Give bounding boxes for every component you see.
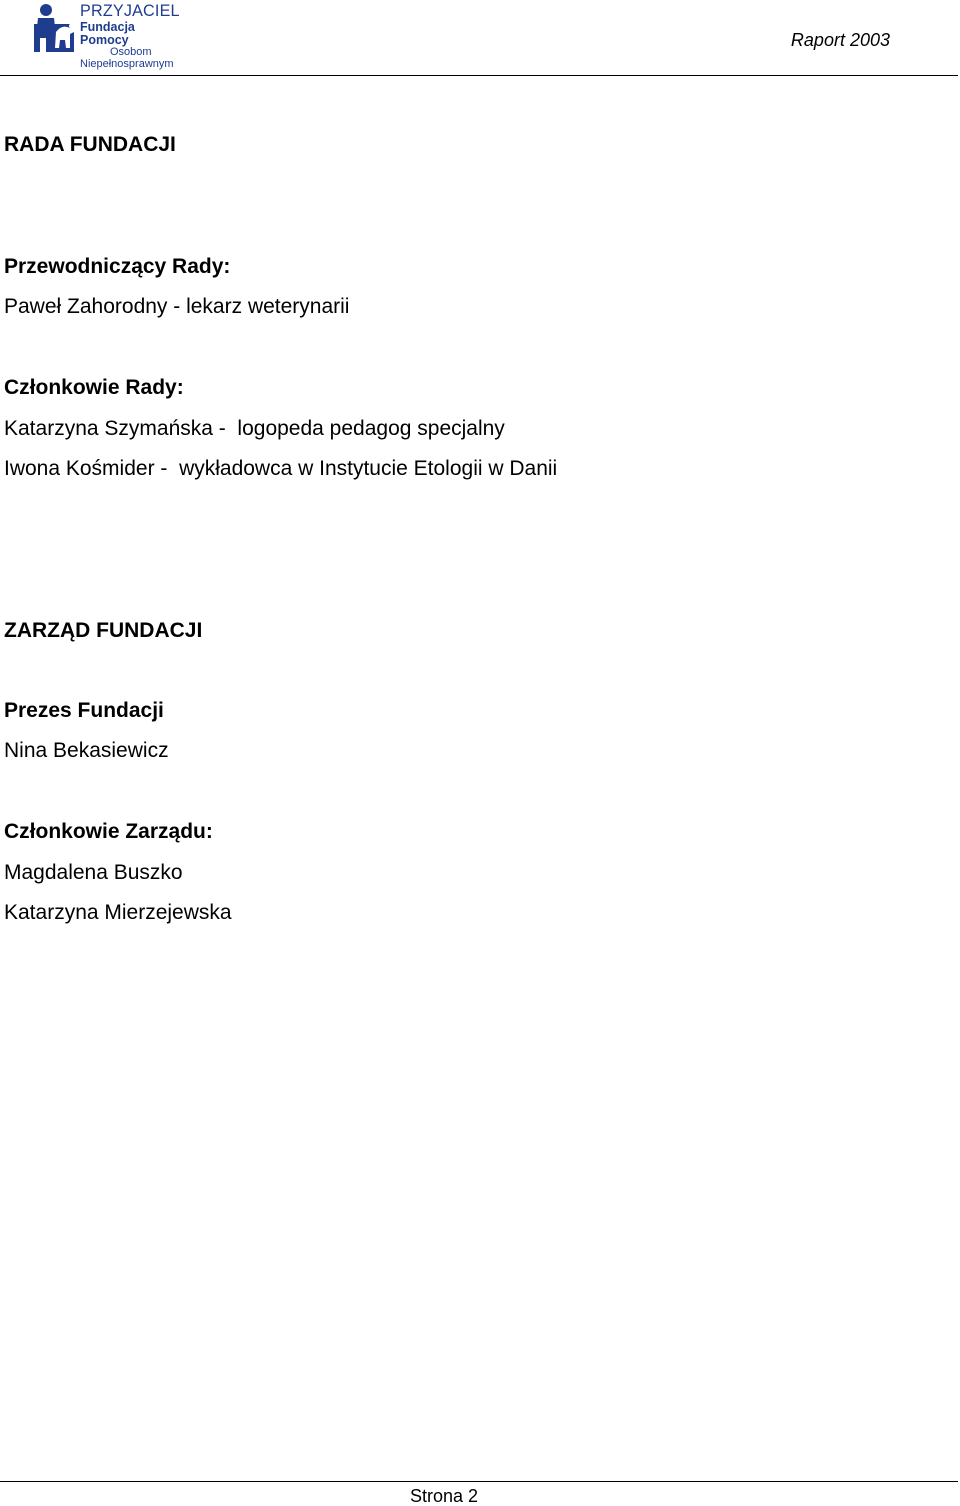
zarzad-member: Magdalena Buszko bbox=[4, 861, 183, 884]
foundation-logo bbox=[32, 0, 182, 70]
logo-line-3: Osobom bbox=[110, 46, 152, 58]
rada-member: Katarzyna Szymańska - logopeda pedagog specjalny bbox=[4, 417, 505, 440]
logo-text bbox=[80, 0, 184, 70]
page-header bbox=[0, 0, 960, 76]
zarzad-members-label: Członkowie Zarządu: bbox=[4, 820, 213, 843]
zarzad-president-label: Prezes Fundacji bbox=[4, 699, 164, 722]
footer-divider bbox=[0, 1481, 958, 1482]
report-title: Raport 2003 bbox=[790, 30, 890, 50]
logo-line-1: PRZYJACIEL bbox=[80, 1, 180, 20]
zarzad-president: Nina Bekasiewicz bbox=[4, 739, 169, 762]
person-with-dog-icon bbox=[32, 2, 76, 54]
rada-heading: RADA FUNDACJI bbox=[4, 133, 176, 156]
rada-member: Iwona Kośmider - wykładowca w Instytucie Etologii w Danii bbox=[4, 457, 558, 480]
header-divider bbox=[0, 75, 958, 76]
rada-chair: Paweł Zahorodny - lekarz weterynarii bbox=[4, 295, 350, 318]
zarzad-member: Katarzyna Mierzejewska bbox=[4, 901, 232, 924]
logo-line-4: Niepełnosprawnym bbox=[80, 58, 174, 70]
logo-line-2: Fundacja Pomocy bbox=[80, 20, 135, 47]
rada-members-label: Członkowie Rady: bbox=[4, 376, 184, 399]
page-number: Strona 2 bbox=[410, 1486, 479, 1506]
rada-chair-label: Przewodniczący Rady: bbox=[4, 255, 231, 278]
zarzad-heading: ZARZĄD FUNDACJI bbox=[4, 619, 203, 642]
